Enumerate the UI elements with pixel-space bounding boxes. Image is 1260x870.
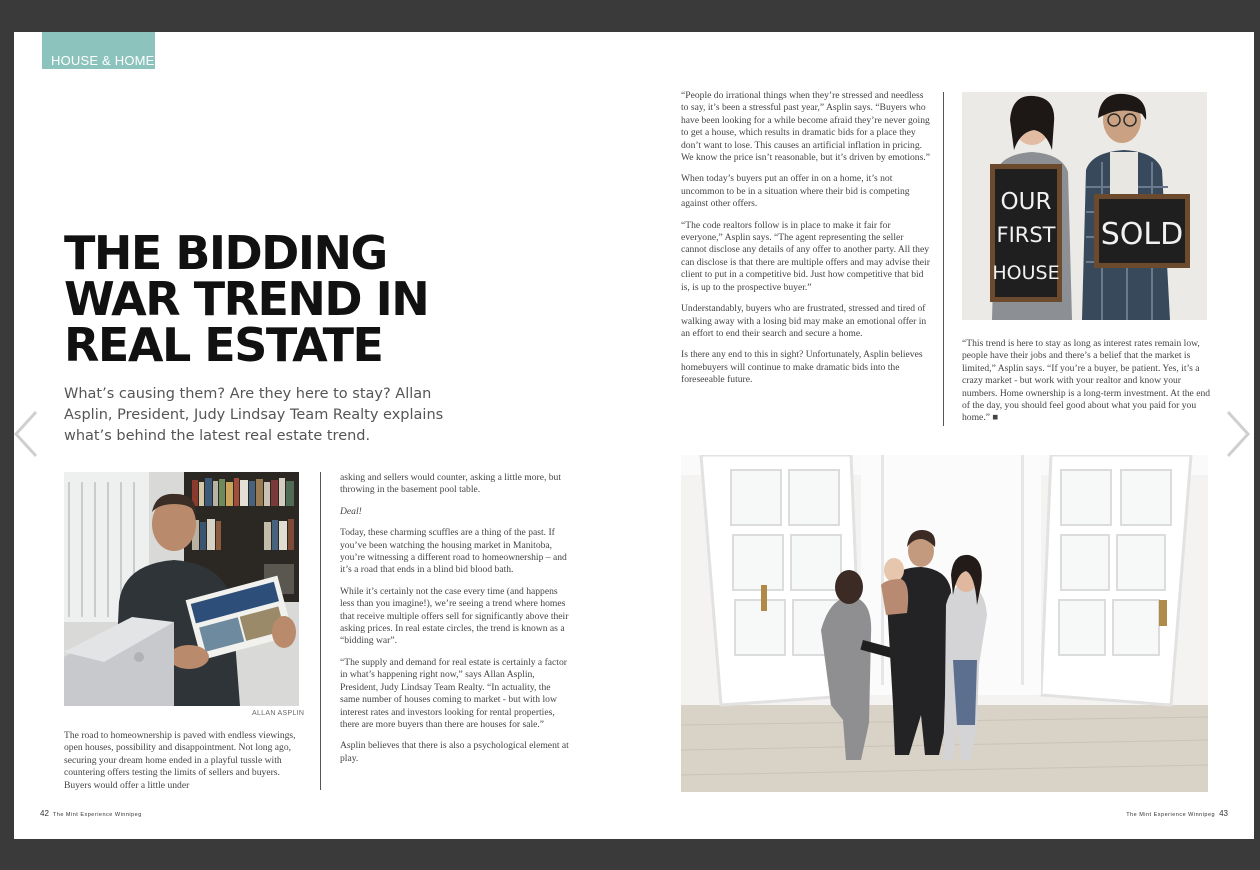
body-column-2 (340, 472, 572, 774)
paragraph: “The code realtors follow is in place to make it fair for everyone,” Asplin says. “The agent representing the seller cannot disclose any details of any offer to another party. All they can disclose is that there are multiple offers and may advise their client to put in a competitive bid. Just how competitive that bid is, is up to the prospective buyer.” (681, 219, 930, 293)
magazine-name: The Mint Experience Winnipeg (52, 812, 142, 818)
body-column-1 (64, 730, 304, 801)
headline-line-2: WAR TREND IN (64, 272, 429, 326)
paragraph: While it’s certainly not the case every time (and happens less than you imagine!), we’re seeing a trend where homes that receive multiple offers sell for significantly above their asking prices. In real estate circles, the trend is known as a “bidding war”. (340, 585, 569, 647)
sign-sold: SOLD (1100, 217, 1184, 252)
paragraph: Today, these charming scuffles are a thing of the past. If you’ve been watching the housing market in Manitoba, you’re witnessing a different road to homeownership – and it’s a road that ends in a blind bid blood bath. (340, 527, 567, 576)
paragraph: The road to homeownership is paved with endless viewings, open houses, possibility and disappointment. Not long ago, securing your dream home ended in a playful tussle with countering offers testing the limits of sellers and buyers. Buyers would offer a little under (64, 730, 296, 791)
paragraph-deal: Deal! (340, 505, 362, 517)
paragraph: “People do irrational things when they’re stressed and needless to say, it’s been a stressful past year,” Asplin says. “Buyers who have been looking for a while become afraid they’re never going to get a house, which results in dramatic bids for a place they don’t want to lose. This causes an artificial inflation in pricing. We know the price isn’t reasonable, but it’s driven by emotions.” (681, 90, 930, 164)
paragraph: When today’s buyers put an offer in on a home, it’s not uncommon to be in a situation where their bid is competing against other offers. (681, 173, 910, 210)
couple-photo (962, 92, 1207, 320)
headline-line-3: REAL ESTATE (64, 318, 383, 372)
chevron-right-icon (1224, 408, 1254, 460)
paragraph: “This trend is here to stay as long as interest rates remain low, people have their jobs and there’s a belief that the market is limited,” Asplin says. “If you’re a buyer, be patient. Yes, it’s a crazy market - but work with your realtor and know your numbers. Home ownership is a long-term investment. At the end of the day, you should feel good about what you paid for you home.” ■ (962, 338, 1211, 424)
page-left (14, 32, 634, 839)
magazine-name: The Mint Experience Winnipeg (1126, 812, 1216, 818)
paragraph: Asplin believes that there is also a psychological element at play. (340, 740, 569, 764)
family-photo (681, 455, 1208, 792)
paragraph: asking and sellers would counter, asking a little more, but throwing in the basement pool table. (340, 472, 562, 496)
headline (64, 226, 464, 372)
paragraph: Understandably, buyers who are frustrated, stressed and tired of walking away with a losing bid may make an emotional offer in an effort to end their search and secure a home. (681, 303, 927, 339)
headline-line-1: THE BIDDING (64, 226, 387, 280)
folio-left (40, 809, 146, 818)
sign-our: OUR (1000, 189, 1052, 215)
section-tag: HOUSE & HOME (42, 32, 155, 69)
body-column-3 (681, 90, 931, 396)
chevron-left-icon (10, 408, 40, 460)
column-divider (943, 92, 944, 426)
paragraph: “The supply and demand for real estate is certainly a factor in what’s happening right now,” says Allan Asplin, President, Judy Lindsay Team Realty. “In actuality, the same number of houses coming to market - but with low interest rates and investors looking for rental properties, there are more buyers than there are houses for sale.” (340, 656, 567, 730)
column-divider (320, 472, 321, 790)
prev-page-button[interactable] (10, 408, 40, 460)
asplin-photo (64, 472, 299, 706)
magazine-spread (14, 32, 1254, 839)
sign-first: FIRST (996, 223, 1056, 247)
page-right (634, 32, 1254, 839)
dek-subtitle: What’s causing them? Are they here to stay? Allan Asplin, President, Judy Lindsay Team Realty explains what’s behind the latest real estate trend. (64, 386, 444, 444)
folio-right (1122, 809, 1228, 818)
photo-caption: ALLAN ASPLIN (252, 710, 305, 717)
sign-house: HOUSE (992, 262, 1060, 284)
body-column-4 (962, 338, 1212, 434)
paragraph: Is there any end to this in sight? Unfortunately, Asplin believes homebuyers will continue to make dramatic bids into the foreseeable future. (681, 349, 923, 386)
page-number: 42 (40, 809, 49, 818)
next-page-button[interactable] (1224, 408, 1254, 460)
page-number: 43 (1219, 809, 1228, 818)
